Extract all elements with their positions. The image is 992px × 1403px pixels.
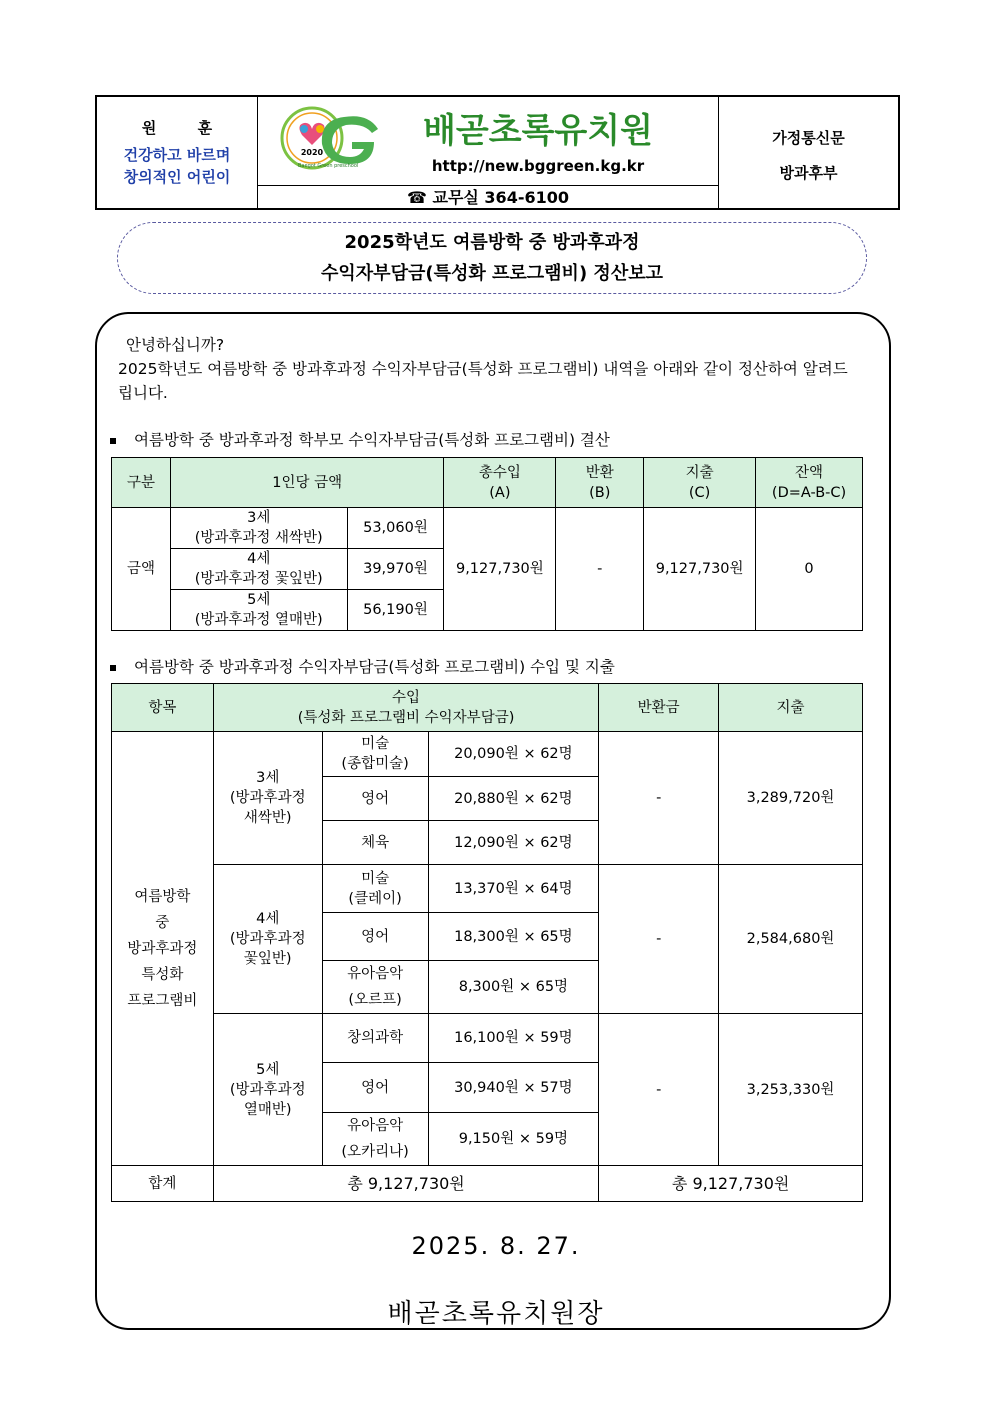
school-url[interactable]: http://new.bggreen.kg.kr — [431, 157, 645, 175]
item-label: 여름방학 중 방과후과정 특성화 프로그램비 — [112, 732, 214, 1166]
motto-title: 원 훈 — [141, 119, 231, 137]
program-cell: 영어 — [322, 777, 428, 821]
program-cell: 유아음악 (오카리나) — [322, 1113, 428, 1166]
header-category: 구분 — [112, 458, 171, 508]
expense-cell: 3,253,330원 — [719, 1014, 863, 1166]
header-refund: 반환 (B) — [556, 458, 644, 508]
total-label: 합계 — [112, 1166, 214, 1202]
document-date: 2025. 8. 27. — [411, 1232, 581, 1260]
settlement-summary-table — [111, 457, 863, 631]
table-row — [112, 865, 863, 913]
total-expense: 총 9,127,730원 — [599, 1166, 863, 1202]
income-expense-table — [111, 683, 863, 1202]
group-class-cell: 4세 (방과후과정 꽃잎반) — [213, 865, 322, 1014]
title-line-2: 수익자부담금(특성화 프로그램비) 정산보고 — [321, 263, 663, 284]
fee-cell: 20,880원 × 62명 — [428, 777, 599, 821]
header-item: 항목 — [112, 684, 214, 732]
principal-signature: 배곧초록유치원장 — [387, 1299, 605, 1329]
fee-cell: 30,940원 × 57명 — [428, 1063, 599, 1113]
doc-type-label: 가정통신문 — [772, 129, 845, 147]
table-row — [112, 732, 863, 777]
table-header-row — [112, 684, 863, 732]
expense-cell: 9,127,730원 — [644, 508, 756, 631]
header-total-income: 총수입 (A) — [444, 458, 556, 508]
motto-line-1: 건강하고 바르며 — [123, 146, 231, 164]
group-class-cell: 3세 (방과후과정 새싹반) — [213, 732, 322, 865]
expense-cell: 3,289,720원 — [719, 732, 863, 865]
amount-cell: 39,970원 — [347, 549, 444, 590]
fee-cell: 13,370원 × 64명 — [428, 865, 599, 913]
total-income: 총 9,127,730원 — [213, 1166, 598, 1202]
program-cell: 창의과학 — [322, 1014, 428, 1063]
intro-text — [118, 333, 858, 405]
table-row — [112, 508, 863, 549]
amount-cell: 56,190원 — [347, 590, 444, 631]
school-motto — [97, 97, 258, 208]
header-balance: 잔액 (D=A-B-C) — [756, 458, 863, 508]
total-income-cell: 9,127,730원 — [444, 508, 556, 631]
balance-cell: 0 — [756, 508, 863, 631]
fee-cell: 12,090원 × 62명 — [428, 821, 599, 865]
office-phone: ☎ 교무실 364-6100 — [258, 185, 718, 210]
refund-cell: - — [556, 508, 644, 631]
fee-cell: 9,150원 × 59명 — [428, 1113, 599, 1166]
title-line-1: 2025학년도 여름방학 중 방과후과정 — [344, 232, 640, 253]
class-cell: 4세 (방과후과정 꽃잎반) — [170, 549, 347, 590]
class-cell: 5세 (방과후과정 열매반) — [170, 590, 347, 631]
table-row — [112, 1014, 863, 1063]
logo-text: Baegot Green preschool — [298, 163, 359, 169]
school-name: 배곧초록유치원 — [423, 111, 653, 151]
department-label: 방과후부 — [779, 164, 838, 182]
group-class-cell: 5세 (방과후과정 열매반) — [213, 1014, 322, 1166]
row-label: 금액 — [112, 508, 171, 631]
intro-body: 2025학년도 여름방학 중 방과후과정 수익자부담금(특성화 프로그램비) 내역을 아래와 같이 정산하여 알려드립니다. — [118, 360, 848, 402]
program-cell: 유아음악 (오르프) — [322, 961, 428, 1014]
total-row — [112, 1166, 863, 1202]
fee-cell: 18,300원 × 65명 — [428, 913, 599, 961]
fee-cell: 20,090원 × 62명 — [428, 732, 599, 777]
program-cell: 미술 (종합미술) — [322, 732, 428, 777]
header-income: 수입 (특성화 프로그램비 수익자부담금) — [213, 684, 598, 732]
section2-heading — [110, 655, 615, 677]
header-expense: 지출 (C) — [644, 458, 756, 508]
fee-cell: 16,100원 × 59명 — [428, 1014, 599, 1063]
school-logo-icon — [274, 105, 386, 171]
motto-line-2: 창의적인 어린이 — [123, 168, 231, 186]
program-cell: 영어 — [322, 913, 428, 961]
program-cell: 미술 (클레이) — [322, 865, 428, 913]
bullet-icon — [110, 665, 116, 671]
header-refund: 반환금 — [599, 684, 719, 732]
class-cell: 3세 (방과후과정 새싹반) — [170, 508, 347, 549]
document-type — [719, 97, 898, 208]
section1-heading-text: 여름방학 중 방과후과정 학부모 수익자부담금(특성화 프로그램비) 결산 — [134, 431, 610, 449]
header-expense: 지출 — [719, 684, 863, 732]
header-per-person: 1인당 금액 — [170, 458, 444, 508]
document-title — [117, 222, 867, 294]
expense-cell: 2,584,680원 — [719, 865, 863, 1014]
refund-cell: - — [599, 1014, 719, 1166]
section1-heading — [110, 428, 610, 450]
logo-year: 2020 — [300, 148, 324, 157]
section2-heading-text: 여름방학 중 방과후과정 수익자부담금(특성화 프로그램비) 수입 및 지출 — [134, 658, 615, 676]
refund-cell: - — [599, 865, 719, 1014]
school-identity — [258, 97, 719, 208]
amount-cell: 53,060원 — [347, 508, 444, 549]
greeting: 안녕하십니까? — [126, 336, 225, 354]
table-header-row — [112, 458, 863, 508]
program-cell: 영어 — [322, 1063, 428, 1113]
program-cell: 체육 — [322, 821, 428, 865]
refund-cell: - — [599, 732, 719, 865]
fee-cell: 8,300원 × 65명 — [428, 961, 599, 1014]
bullet-icon — [110, 438, 116, 444]
letterhead — [95, 95, 900, 210]
